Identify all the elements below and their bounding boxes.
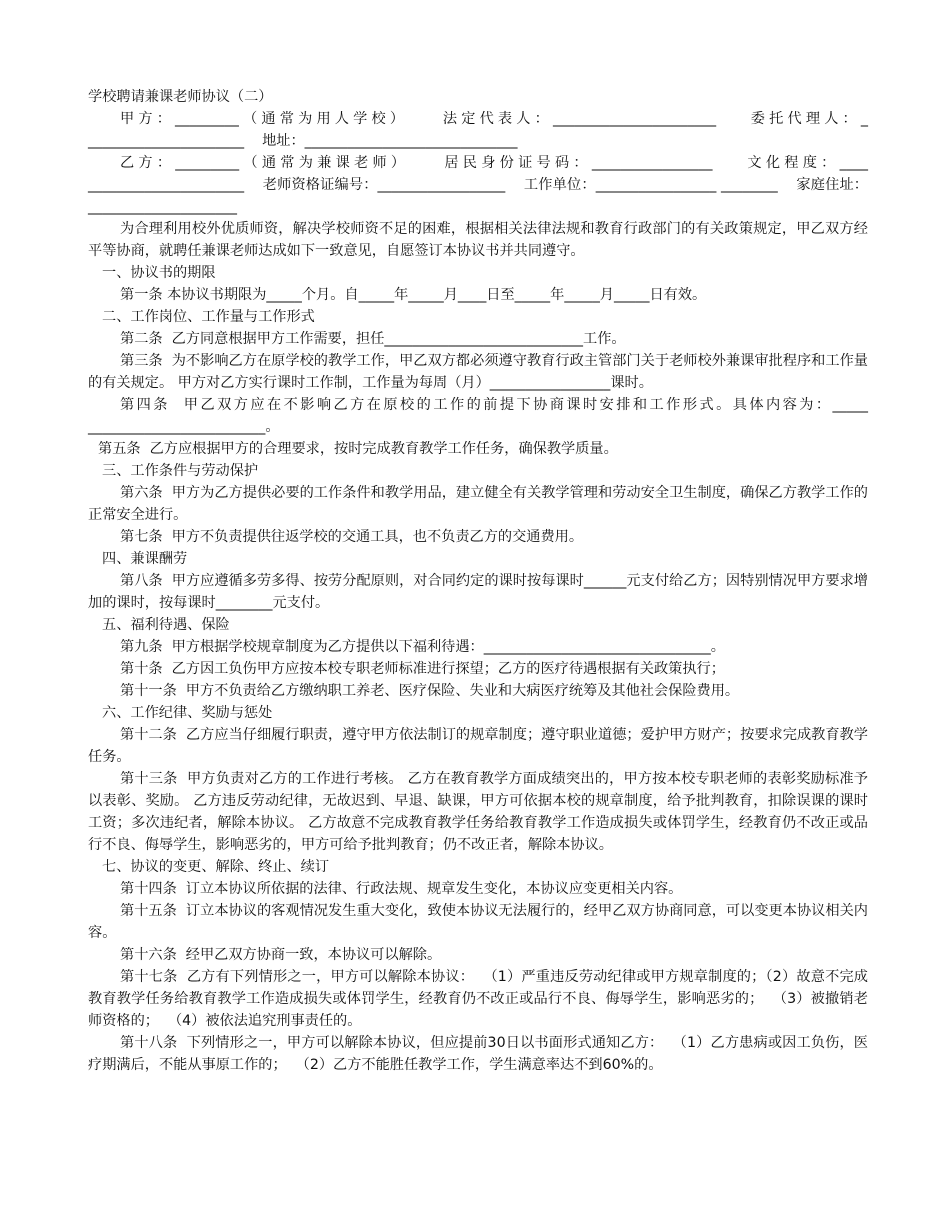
article-3: 第三条 为不影响乙方在原学校的教学工作，甲乙双方都必须遵守教育行政主管部门关于老师校外兼课审批程序和工作量的有关规定。 甲方对乙方实行课时工作制，工作量为每周（月）_________________课时。 <box>88 353 868 391</box>
article-14: 第十四条 订立本协议所依据的法律、行政法规、规章发生变化，本协议应变更相关内容。 <box>120 881 683 897</box>
section-6-heading: 六、工作纪律、奖励与惩处 <box>102 705 273 721</box>
article-17: 第十七条 乙方有下列情形之一，甲方可以解除本协议： （1）严重违反劳动纪律或甲方规章制度的；（2）故意不完成教育教学任务给教育教学工作造成损失或体罚学生，经教育仍不改正或品行不良、侮辱学生，影响恶劣的； （3）被撤销老师资格的； （4）被依法追究刑事责任的。 <box>88 969 868 1029</box>
section-5-heading: 五、福利待遇、保险 <box>102 617 230 633</box>
article-10: 第十条 乙方因工负伤甲方应按本校专职老师标准进行探望；乙方的医疗待遇根据有关政策执行； <box>120 661 725 677</box>
article-13: 第十三条 甲方负责对乙方的工作进行考核。 乙方在教育教学方面成绩突出的，甲方按本校专职老师的表彰奖励标准予以表彰、奖励。 乙方违反劳动纪律，无故迟到、早退、缺课，甲方可依据本校的规章制度，给予批判教育，扣除误课的课时工资；多次违纪者，解除本协议。 乙方故意不完成教育教学任务给教育教学工作造成损失或体罚学生，经教育仍不改正或品行不良、侮辱学生，影响恶劣的，甲方可给予批判教育；仍不改正者，解除本协议。 <box>88 771 868 853</box>
party-a-info: 甲方：_________（通常为用人学校） 法定代表人：_______________________ 委托代理人：_ ______________________ 地址：______________________________ <box>88 111 873 149</box>
article-16: 第十六条 经甲乙双方协商一致，本协议可以解除。 <box>120 947 442 963</box>
section-7-heading: 七、协议的变更、解除、终止、续订 <box>102 859 330 875</box>
article-9: 第九条 甲方根据学校规章制度为乙方提供以下福利待遇：________________________________。 <box>120 639 725 655</box>
document <box>88 86 873 1076</box>
article-5: 第五条 乙方应根据甲方的合理要求，按时完成教育教学工作任务，确保教学质量。 <box>98 441 618 457</box>
section-2-heading: 二、工作岗位、工作量与工作形式 <box>102 309 315 325</box>
article-1: 第一条 本协议书期限为_____个月。自_____年_____月____日至_____年_____月_____日有效。 <box>120 287 707 303</box>
section-1-heading: 一、协议书的期限 <box>102 265 216 281</box>
article-18: 第十八条 下列情形之一，甲方可以解除本协议，但应提前30日以书面形式通知乙方： （1）乙方患病或因工负伤，医疗期满后，不能从事原工作的； （2）乙方不能胜任教学工作，学生满意率达不到60%的。 <box>88 1035 868 1073</box>
article-7: 第七条 甲方不负责提供往返学校的交通工具，也不负责乙方的交通费用。 <box>120 529 584 545</box>
article-11: 第十一条 甲方不负责给乙方缴纳职工养老、医疗保险、失业和大病医疗统筹及其他社会保险费用。 <box>120 683 740 699</box>
document-title: 学校聘请兼课老师协议（二） <box>88 89 273 105</box>
article-15: 第十五条 订立本协议的客观情况发生重大变化，致使本协议无法履行的，经甲乙双方协商同意，可以变更本协议相关内容。 <box>88 903 868 941</box>
article-6: 第六条 甲方为乙方提供必要的工作条件和教学用品，建立健全有关教学管理和劳动安全卫生制度，确保乙方教学工作的正常安全进行。 <box>88 485 868 523</box>
section-4-heading: 四、兼课酬劳 <box>102 551 188 567</box>
article-12: 第十二条 乙方应当仔细履行职责，遵守甲方依法制订的规章制度；遵守职业道德；爱护甲方财产；按要求完成教育教学任务。 <box>88 727 868 765</box>
article-2: 第二条 乙方同意根据甲方工作需要，担任____________________________工作。 <box>120 331 626 347</box>
party-b-info: 乙方：_________（通常为兼课老师） 居民身份证号码：_________________ 文化程度：____ ______________________ 老师资格证编号：__________________ 工作单位：_________________ ________ 家庭住址：_____________________ <box>88 155 873 215</box>
article-8: 第八条 甲方应遵循多劳多得、按劳分配原则，对合同约定的课时按每课时______元支付给乙方；因特别情况甲方要求增加的课时，按每课时________元支付。 <box>88 573 868 611</box>
preamble: 为合理利用校外优质师资，解决学校师资不足的困难，根据相关法律法规和教育行政部门的有关政策规定，甲乙双方经平等协商，就聘任兼课老师达成如下一致意见，自愿签订本协议书并共同遵守。 <box>88 221 868 259</box>
section-3-heading: 三、工作条件与劳动保护 <box>102 463 259 479</box>
article-4: 第四条 甲乙双方应在不影响乙方在原校的工作的前提下协商课时安排和工作形式。具体内容为：_____ _________________________。 <box>88 397 873 435</box>
